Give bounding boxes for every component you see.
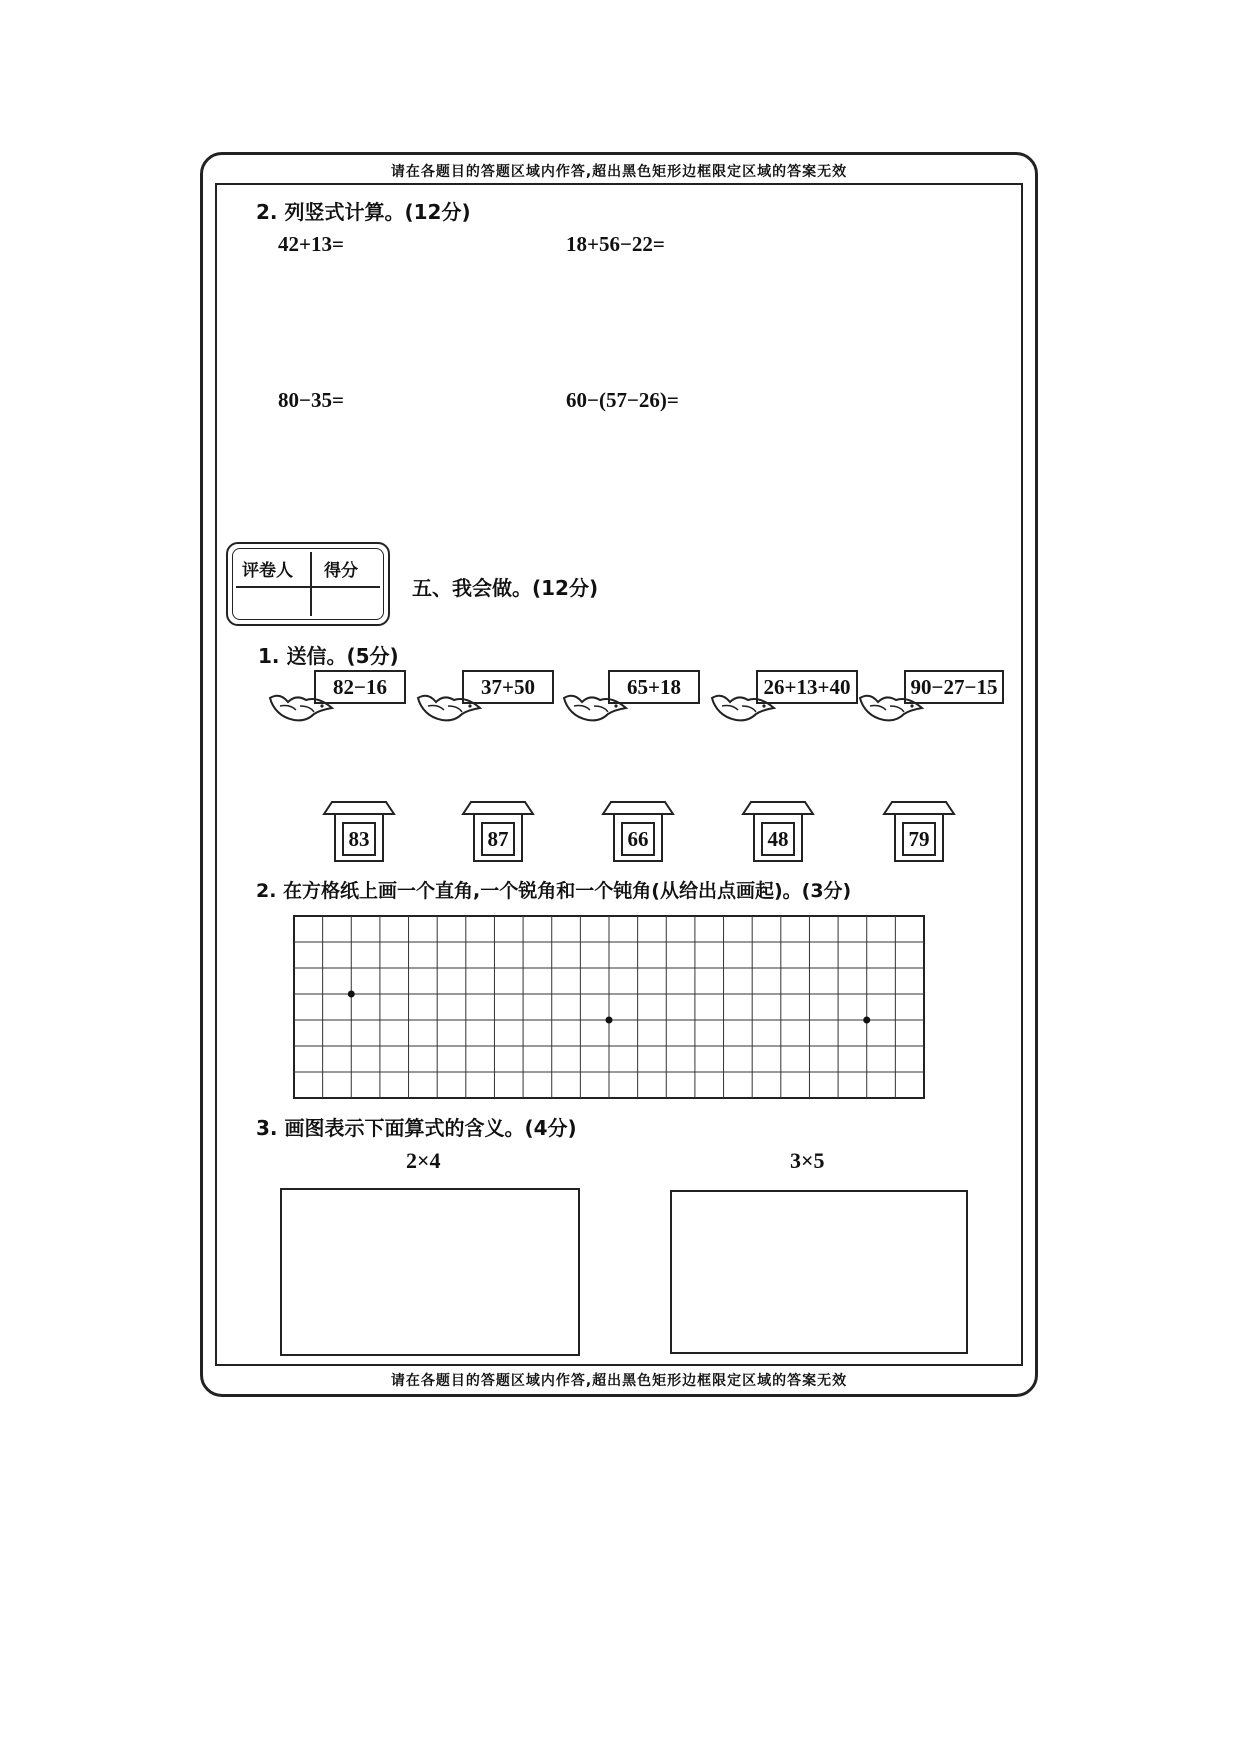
dove-icon [708,688,778,728]
drawing-box-1[interactable] [280,1188,580,1356]
drawing-box-2[interactable] [670,1190,968,1354]
house-number: 66 [621,822,655,856]
dove-icon [266,688,336,728]
bottom-notice: 请在各题目的答题区域内作答,超出黑色矩形边框限定区域的答案无效 [390,1373,848,1389]
section5-title: 五、我会做。(12分) [412,576,599,600]
house-number: 79 [902,822,936,856]
mailbox-house [882,800,956,864]
letter-card: 37+50 [462,670,554,704]
sq3-expr-2: 3×5 [790,1148,825,1173]
mailbox-house [322,800,396,864]
grader-divider-h [236,586,380,588]
house-number: 87 [481,822,515,856]
house-number: 83 [342,822,376,856]
grader-divider-v [310,552,312,616]
q2-title: 2. 列竖式计算。(12分) [256,200,471,224]
sq1-title: 1. 送信。(5分) [258,644,399,668]
house-number: 48 [761,822,795,856]
mailbox-house [741,800,815,864]
q2-expr-2: 18+56−22= [566,232,665,256]
q2-expr-3: 80−35= [278,388,344,412]
letter-card: 90−27−15 [904,670,1004,704]
sq3-expr-1: 2×4 [406,1148,441,1173]
grader-box [226,542,390,626]
mailbox-house [461,800,535,864]
sq2-title: 2. 在方格纸上画一个直角,一个锐角和一个钝角(从给出点画起)。(3分) [256,880,852,902]
grid-paper [292,914,926,1104]
start-point [606,1017,613,1024]
dove-icon [560,688,630,728]
top-notice: 请在各题目的答题区域内作答,超出黑色矩形边框限定区域的答案无效 [390,164,848,180]
letter-card: 65+18 [608,670,700,704]
q2-expr-1: 42+13= [278,232,344,256]
dove-icon [414,688,484,728]
dove-icon [856,688,926,728]
sq3-title: 3. 画图表示下面算式的含义。(4分) [256,1116,577,1140]
grader-label: 评卷人 [242,561,293,581]
q2-expr-4: 60−(57−26)= [566,388,679,412]
grid-svg [292,914,926,1100]
mailbox-house [601,800,675,864]
score-label: 得分 [324,561,358,581]
letter-card: 82−16 [314,670,406,704]
letter-card: 26+13+40 [756,670,858,704]
start-point [863,1017,870,1024]
start-point [348,991,355,998]
